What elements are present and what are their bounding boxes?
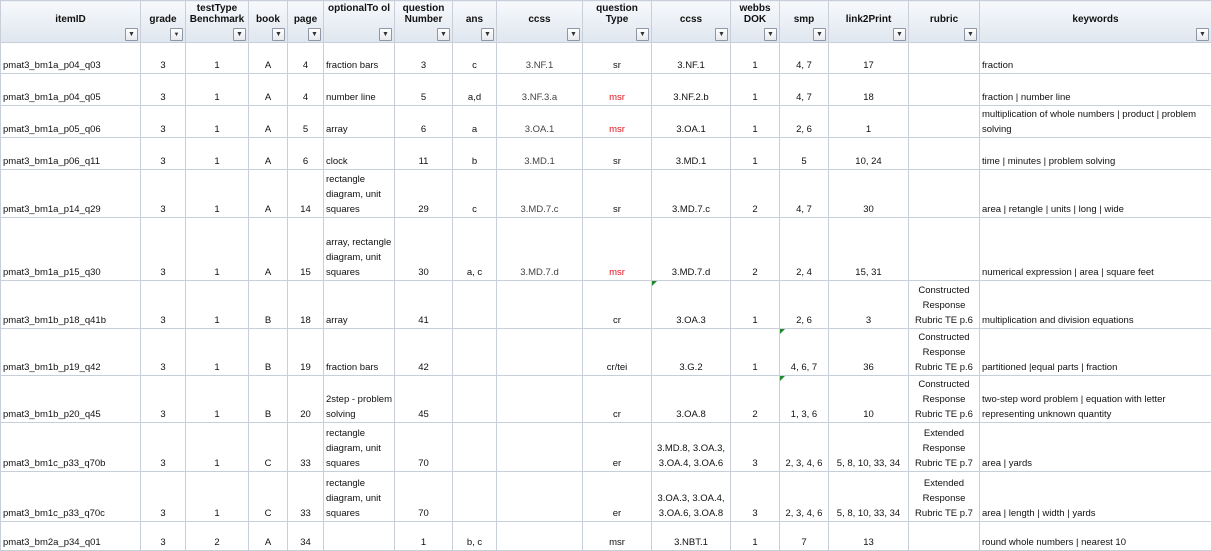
cell-page[interactable]: 18 bbox=[288, 281, 324, 329]
cell-grade[interactable]: 3 bbox=[141, 522, 186, 551]
table-row bbox=[1, 170, 1211, 218]
cell-optionaltool[interactable]: rectangle diagram, unit squares bbox=[324, 472, 395, 522]
header-label: question Number bbox=[397, 1, 450, 25]
header-label: book bbox=[251, 1, 285, 25]
cell-rubric[interactable] bbox=[909, 43, 980, 74]
col-header-link2print[interactable] bbox=[829, 1, 909, 43]
cell-itemid[interactable]: pmat3_bm1b_p18_q41b bbox=[1, 281, 141, 329]
cell-page[interactable]: 6 bbox=[288, 138, 324, 170]
cell-grade[interactable]: 3 bbox=[141, 472, 186, 522]
cell-ccss-2[interactable]: 3.MD.1 bbox=[652, 138, 731, 170]
cell-questiontype[interactable]: er bbox=[583, 472, 652, 522]
cell-webbsdok[interactable]: 2 bbox=[731, 376, 780, 423]
cell-ans[interactable]: a bbox=[453, 106, 497, 138]
cell-itemid[interactable]: pmat3_bm1a_p04_q03 bbox=[1, 43, 141, 74]
cell-webbsdok[interactable]: 1 bbox=[731, 281, 780, 329]
cell-ccss[interactable] bbox=[497, 423, 583, 472]
col-header-book[interactable] bbox=[249, 1, 288, 43]
cell-link2print[interactable]: 3 bbox=[829, 281, 909, 329]
header-label: keywords bbox=[982, 1, 1209, 25]
cell-rubric[interactable] bbox=[909, 74, 980, 106]
cell-questiontype[interactable]: cr bbox=[583, 281, 652, 329]
col-header-testtype[interactable] bbox=[186, 1, 249, 43]
cell-optionaltool[interactable]: number line bbox=[324, 74, 395, 106]
cell-grade[interactable]: 3 bbox=[141, 170, 186, 218]
cell-ccss[interactable] bbox=[497, 376, 583, 423]
cell-optionaltool[interactable]: 2step - problem solving bbox=[324, 376, 395, 423]
cell-grade[interactable]: 3 bbox=[141, 329, 186, 376]
cell-questionnumber[interactable]: 1 bbox=[395, 522, 453, 551]
cell-book[interactable]: C bbox=[249, 423, 288, 472]
cell-ccss[interactable] bbox=[497, 281, 583, 329]
cell-optionaltool[interactable]: array bbox=[324, 281, 395, 329]
cell-smp[interactable]: 4, 6, 7 bbox=[780, 329, 829, 376]
cell-itemid[interactable]: pmat3_bm1a_p15_q30 bbox=[1, 218, 141, 281]
col-header-ans[interactable] bbox=[453, 1, 497, 43]
header-label: ccss bbox=[499, 1, 580, 25]
header-label: link2Print bbox=[831, 1, 906, 25]
cell-rubric[interactable]: Constructed Response Rubric TE p.6 bbox=[909, 281, 980, 329]
cell-ccss-2[interactable]: 3.G.2 bbox=[652, 329, 731, 376]
cell-itemid[interactable]: pmat3_bm1b_p20_q45 bbox=[1, 376, 141, 423]
cell-testtype[interactable]: 1 bbox=[186, 376, 249, 423]
cell-questiontype[interactable]: sr bbox=[583, 170, 652, 218]
table-row bbox=[1, 472, 1211, 522]
cell-questionnumber[interactable]: 41 bbox=[395, 281, 453, 329]
cell-keywords[interactable]: numerical expression | area | square feet bbox=[980, 218, 1211, 281]
cell-page[interactable]: 20 bbox=[288, 376, 324, 423]
cell-smp[interactable]: 2, 3, 4, 6 bbox=[780, 472, 829, 522]
cell-questionnumber[interactable]: 45 bbox=[395, 376, 453, 423]
cell-smp[interactable]: 4, 7 bbox=[780, 170, 829, 218]
cell-rubric[interactable] bbox=[909, 522, 980, 551]
header-label: webbs DOK bbox=[733, 1, 777, 25]
filter-dropdown-icon[interactable]: ▼ bbox=[764, 28, 777, 41]
cell-book[interactable]: A bbox=[249, 218, 288, 281]
filter-dropdown-icon[interactable]: ▼ bbox=[636, 28, 649, 41]
cell-optionaltool[interactable]: array, rectangle diagram, unit squares bbox=[324, 218, 395, 281]
header-label: grade bbox=[143, 1, 183, 25]
cell-testtype[interactable]: 1 bbox=[186, 218, 249, 281]
table-row bbox=[1, 281, 1211, 329]
cell-ccss-2[interactable]: 3.MD.8, 3.OA.3, 3.OA.4, 3.OA.6 bbox=[652, 423, 731, 472]
cell-ans[interactable]: b, c bbox=[453, 522, 497, 551]
cell-book[interactable]: A bbox=[249, 106, 288, 138]
table-row bbox=[1, 43, 1211, 74]
cell-questiontype[interactable]: sr bbox=[583, 138, 652, 170]
cell-keywords[interactable]: fraction | number line bbox=[980, 74, 1211, 106]
cell-ans[interactable]: c bbox=[453, 170, 497, 218]
cell-itemid[interactable]: pmat3_bm1a_p05_q06 bbox=[1, 106, 141, 138]
filter-dropdown-icon[interactable]: ▼ bbox=[379, 28, 392, 41]
cell-rubric[interactable]: Constructed Response Rubric TE p.6 bbox=[909, 376, 980, 423]
cell-rubric[interactable]: Extended Response Rubric TE p.7 bbox=[909, 423, 980, 472]
cell-itemid[interactable]: pmat3_bm1b_p19_q42 bbox=[1, 329, 141, 376]
cell-page[interactable]: 33 bbox=[288, 423, 324, 472]
cell-ccss[interactable] bbox=[497, 472, 583, 522]
cell-webbsdok[interactable]: 1 bbox=[731, 106, 780, 138]
cell-ccss[interactable]: 3.MD.1 bbox=[497, 138, 583, 170]
filter-dropdown-icon[interactable]: ▼ bbox=[437, 28, 450, 41]
cell-ans[interactable] bbox=[453, 329, 497, 376]
cell-testtype[interactable]: 1 bbox=[186, 329, 249, 376]
cell-link2print[interactable]: 36 bbox=[829, 329, 909, 376]
cell-webbsdok[interactable]: 1 bbox=[731, 522, 780, 551]
cell-itemid[interactable]: pmat3_bm1a_p14_q29 bbox=[1, 170, 141, 218]
cell-ans[interactable]: a,d bbox=[453, 74, 497, 106]
cell-page[interactable]: 15 bbox=[288, 218, 324, 281]
cell-questionnumber[interactable]: 42 bbox=[395, 329, 453, 376]
col-header-ccss[interactable] bbox=[497, 1, 583, 43]
cell-book[interactable]: A bbox=[249, 43, 288, 74]
cell-webbsdok[interactable]: 2 bbox=[731, 218, 780, 281]
cell-optionaltool[interactable]: rectangle diagram, unit squares bbox=[324, 170, 395, 218]
cell-link2print[interactable]: 10, 24 bbox=[829, 138, 909, 170]
cell-keywords[interactable]: multiplication of whole numbers | product | problem solving bbox=[980, 106, 1211, 138]
cell-smp[interactable]: 2, 3, 4, 6 bbox=[780, 423, 829, 472]
cell-book[interactable]: B bbox=[249, 376, 288, 423]
cell-rubric[interactable] bbox=[909, 218, 980, 281]
cell-questionnumber[interactable]: 30 bbox=[395, 218, 453, 281]
table-row bbox=[1, 522, 1211, 551]
cell-page[interactable]: 33 bbox=[288, 472, 324, 522]
cell-itemid[interactable]: pmat3_bm1c_p33_q70c bbox=[1, 472, 141, 522]
header-label: smp bbox=[782, 1, 826, 25]
cell-testtype[interactable]: 1 bbox=[186, 138, 249, 170]
cell-ccss[interactable] bbox=[497, 329, 583, 376]
cell-smp[interactable]: 4, 7 bbox=[780, 43, 829, 74]
cell-grade[interactable]: 3 bbox=[141, 423, 186, 472]
cell-questiontype[interactable]: msr bbox=[583, 106, 652, 138]
cell-ans[interactable] bbox=[453, 423, 497, 472]
cell-questiontype[interactable]: sr bbox=[583, 43, 652, 74]
cell-grade[interactable]: 3 bbox=[141, 74, 186, 106]
cell-webbsdok[interactable]: 1 bbox=[731, 329, 780, 376]
cell-ans[interactable]: b bbox=[453, 138, 497, 170]
table-row bbox=[1, 376, 1211, 423]
cell-ccss-2[interactable]: 3.OA.3 bbox=[652, 281, 731, 329]
cell-grade[interactable]: 3 bbox=[141, 138, 186, 170]
cell-optionaltool[interactable]: array bbox=[324, 106, 395, 138]
cell-questiontype[interactable]: cr/tei bbox=[583, 329, 652, 376]
cell-ccss[interactable]: 3.NF.1 bbox=[497, 43, 583, 74]
cell-keywords[interactable]: area | retangle | units | long | wide bbox=[980, 170, 1211, 218]
table-row bbox=[1, 329, 1211, 376]
cell-book[interactable]: A bbox=[249, 522, 288, 551]
cell-ans[interactable] bbox=[453, 281, 497, 329]
cell-link2print[interactable]: 30 bbox=[829, 170, 909, 218]
cell-book[interactable]: C bbox=[249, 472, 288, 522]
cell-link2print[interactable]: 13 bbox=[829, 522, 909, 551]
filter-dropdown-icon[interactable]: ▼ bbox=[233, 28, 246, 41]
cell-keywords[interactable]: time | minutes | problem solving bbox=[980, 138, 1211, 170]
cell-ans[interactable] bbox=[453, 376, 497, 423]
filter-dropdown-icon[interactable]: ▼ bbox=[567, 28, 580, 41]
cell-questionnumber[interactable]: 5 bbox=[395, 74, 453, 106]
table-row bbox=[1, 423, 1211, 472]
cell-link2print[interactable]: 1 bbox=[829, 106, 909, 138]
cell-ccss-2[interactable]: 3.OA.1 bbox=[652, 106, 731, 138]
cell-ccss-2[interactable]: 3.OA.8 bbox=[652, 376, 731, 423]
cell-questiontype[interactable]: er bbox=[583, 423, 652, 472]
cell-rubric[interactable]: Extended Response Rubric TE p.7 bbox=[909, 472, 980, 522]
cell-itemid[interactable]: pmat3_bm1c_p33_q70b bbox=[1, 423, 141, 472]
table-row bbox=[1, 106, 1211, 138]
cell-smp[interactable]: 1, 3, 6 bbox=[780, 376, 829, 423]
cell-rubric[interactable] bbox=[909, 106, 980, 138]
cell-link2print[interactable]: 15, 31 bbox=[829, 218, 909, 281]
cell-webbsdok[interactable]: 1 bbox=[731, 74, 780, 106]
cell-optionaltool[interactable] bbox=[324, 522, 395, 551]
cell-webbsdok[interactable]: 3 bbox=[731, 423, 780, 472]
cell-ans[interactable]: c bbox=[453, 43, 497, 74]
cell-ccss[interactable] bbox=[497, 522, 583, 551]
filter-dropdown-icon[interactable]: ▼ bbox=[1196, 28, 1209, 41]
header-label: question Type bbox=[585, 1, 649, 25]
col-header-keywords[interactable] bbox=[980, 1, 1211, 43]
cell-testtype[interactable]: 1 bbox=[186, 170, 249, 218]
cell-book[interactable]: A bbox=[249, 138, 288, 170]
header-label: ccss bbox=[654, 1, 728, 25]
cell-testtype[interactable]: 1 bbox=[186, 74, 249, 106]
cell-questionnumber[interactable]: 11 bbox=[395, 138, 453, 170]
col-header-itemid[interactable] bbox=[1, 1, 141, 43]
cell-book[interactable]: A bbox=[249, 74, 288, 106]
cell-questionnumber[interactable]: 29 bbox=[395, 170, 453, 218]
cell-ccss-2[interactable]: 3.MD.7.d bbox=[652, 218, 731, 281]
cell-questiontype[interactable]: cr bbox=[583, 376, 652, 423]
header-label: rubric bbox=[911, 1, 977, 25]
cell-page[interactable]: 34 bbox=[288, 522, 324, 551]
cell-rubric[interactable]: Constructed Response Rubric TE p.6 bbox=[909, 329, 980, 376]
cell-webbsdok[interactable]: 1 bbox=[731, 138, 780, 170]
cell-questionnumber[interactable]: 70 bbox=[395, 423, 453, 472]
cell-page[interactable]: 4 bbox=[288, 74, 324, 106]
cell-testtype[interactable]: 2 bbox=[186, 522, 249, 551]
cell-questiontype[interactable]: msr bbox=[583, 218, 652, 281]
cell-keywords[interactable]: two-step word problem | equation with letter representing unknown quantity bbox=[980, 376, 1211, 423]
cell-ans[interactable]: a, c bbox=[453, 218, 497, 281]
cell-testtype[interactable]: 1 bbox=[186, 423, 249, 472]
cell-webbsdok[interactable]: 3 bbox=[731, 472, 780, 522]
cell-testtype[interactable]: 1 bbox=[186, 281, 249, 329]
header-row bbox=[1, 1, 1211, 43]
cell-page[interactable]: 14 bbox=[288, 170, 324, 218]
cell-smp[interactable]: 7 bbox=[780, 522, 829, 551]
cell-ccss[interactable]: 3.MD.7.d bbox=[497, 218, 583, 281]
cell-rubric[interactable] bbox=[909, 138, 980, 170]
cell-book[interactable]: B bbox=[249, 281, 288, 329]
cell-ccss[interactable]: 3.MD.7.c bbox=[497, 170, 583, 218]
cell-testtype[interactable]: 1 bbox=[186, 106, 249, 138]
filter-dropdown-icon[interactable]: ▼ bbox=[964, 28, 977, 41]
cell-questiontype[interactable]: msr bbox=[583, 74, 652, 106]
cell-questionnumber[interactable]: 70 bbox=[395, 472, 453, 522]
col-header-questionnumber[interactable] bbox=[395, 1, 453, 43]
cell-keywords[interactable]: area | yards bbox=[980, 423, 1211, 472]
cell-keywords[interactable]: round whole numbers | nearest 10 bbox=[980, 522, 1211, 551]
cell-keywords[interactable]: partitioned |equal parts | fraction bbox=[980, 329, 1211, 376]
cell-grade[interactable]: 3 bbox=[141, 218, 186, 281]
cell-questionnumber[interactable]: 6 bbox=[395, 106, 453, 138]
table-row bbox=[1, 74, 1211, 106]
cell-rubric[interactable] bbox=[909, 170, 980, 218]
cell-grade[interactable]: 3 bbox=[141, 43, 186, 74]
cell-link2print[interactable]: 18 bbox=[829, 74, 909, 106]
cell-smp[interactable]: 5 bbox=[780, 138, 829, 170]
header-label: ans bbox=[455, 1, 494, 25]
filter-dropdown-icon[interactable]: ▼ bbox=[272, 28, 285, 41]
cell-keywords[interactable]: fraction bbox=[980, 43, 1211, 74]
cell-smp[interactable]: 4, 7 bbox=[780, 74, 829, 106]
cell-grade[interactable]: 3 bbox=[141, 106, 186, 138]
header-label: itemID bbox=[3, 1, 138, 25]
col-header-ccss-2[interactable] bbox=[652, 1, 731, 43]
cell-questiontype[interactable]: msr bbox=[583, 522, 652, 551]
table-row bbox=[1, 138, 1211, 170]
filter-dropdown-icon[interactable]: ▼ bbox=[813, 28, 826, 41]
cell-page[interactable]: 4 bbox=[288, 43, 324, 74]
cell-webbsdok[interactable]: 1 bbox=[731, 43, 780, 74]
col-header-grade[interactable] bbox=[141, 1, 186, 43]
col-header-questiontype[interactable] bbox=[583, 1, 652, 43]
col-header-rubric[interactable] bbox=[909, 1, 980, 43]
filter-dropdown-icon[interactable]: ▼ bbox=[893, 28, 906, 41]
cell-ccss-2[interactable]: 3.NBT.1 bbox=[652, 522, 731, 551]
cell-optionaltool[interactable]: clock bbox=[324, 138, 395, 170]
cell-webbsdok[interactable]: 2 bbox=[731, 170, 780, 218]
filter-active-icon[interactable]: ▼ bbox=[170, 28, 183, 41]
table-row bbox=[1, 218, 1211, 281]
cell-ccss-2[interactable]: 3.MD.7.c bbox=[652, 170, 731, 218]
cell-ccss-2[interactable]: 3.NF.2.b bbox=[652, 74, 731, 106]
cell-smp[interactable]: 2, 6 bbox=[780, 281, 829, 329]
filter-dropdown-icon[interactable]: ▼ bbox=[481, 28, 494, 41]
cell-itemid[interactable]: pmat3_bm1a_p04_q05 bbox=[1, 74, 141, 106]
col-header-optionaltool[interactable] bbox=[324, 1, 395, 43]
cell-smp[interactable]: 2, 6 bbox=[780, 106, 829, 138]
cell-ccss[interactable]: 3.OA.1 bbox=[497, 106, 583, 138]
header-label: optionalTo ol bbox=[326, 1, 392, 14]
cell-ccss[interactable]: 3.NF.3.a bbox=[497, 74, 583, 106]
cell-smp[interactable]: 2, 4 bbox=[780, 218, 829, 281]
cell-optionaltool[interactable]: rectangle diagram, unit squares bbox=[324, 423, 395, 472]
cell-page[interactable]: 5 bbox=[288, 106, 324, 138]
filter-dropdown-icon[interactable]: ▼ bbox=[715, 28, 728, 41]
cell-book[interactable]: B bbox=[249, 329, 288, 376]
cell-grade[interactable]: 3 bbox=[141, 281, 186, 329]
cell-optionaltool[interactable]: fraction bars bbox=[324, 329, 395, 376]
header-label: page bbox=[290, 1, 321, 25]
header-label: testType Benchmark bbox=[188, 1, 246, 25]
cell-grade[interactable]: 3 bbox=[141, 376, 186, 423]
cell-keywords[interactable]: multiplication and division equations bbox=[980, 281, 1211, 329]
cell-book[interactable]: A bbox=[249, 170, 288, 218]
filter-dropdown-icon[interactable]: ▼ bbox=[308, 28, 321, 41]
col-header-page[interactable] bbox=[288, 1, 324, 43]
col-header-webbsdok[interactable] bbox=[731, 1, 780, 43]
filter-dropdown-icon[interactable]: ▼ bbox=[125, 28, 138, 41]
cell-questionnumber[interactable]: 3 bbox=[395, 43, 453, 74]
cell-testtype[interactable]: 1 bbox=[186, 472, 249, 522]
cell-link2print[interactable]: 10 bbox=[829, 376, 909, 423]
cell-link2print[interactable]: 5, 8, 10, 33, 34 bbox=[829, 423, 909, 472]
cell-ans[interactable] bbox=[453, 472, 497, 522]
cell-ccss-2[interactable]: 3.NF.1 bbox=[652, 43, 731, 74]
cell-optionaltool[interactable]: fraction bars bbox=[324, 43, 395, 74]
cell-page[interactable]: 19 bbox=[288, 329, 324, 376]
cell-itemid[interactable]: pmat3_bm2a_p34_q01 bbox=[1, 522, 141, 551]
cell-link2print[interactable]: 5, 8, 10, 33, 34 bbox=[829, 472, 909, 522]
cell-itemid[interactable]: pmat3_bm1a_p06_q11 bbox=[1, 138, 141, 170]
cell-keywords[interactable]: area | length | width | yards bbox=[980, 472, 1211, 522]
cell-ccss-2[interactable]: 3.OA.3, 3.OA.4, 3.OA.6, 3.OA.8 bbox=[652, 472, 731, 522]
cell-link2print[interactable]: 17 bbox=[829, 43, 909, 74]
cell-testtype[interactable]: 1 bbox=[186, 43, 249, 74]
col-header-smp[interactable] bbox=[780, 1, 829, 43]
